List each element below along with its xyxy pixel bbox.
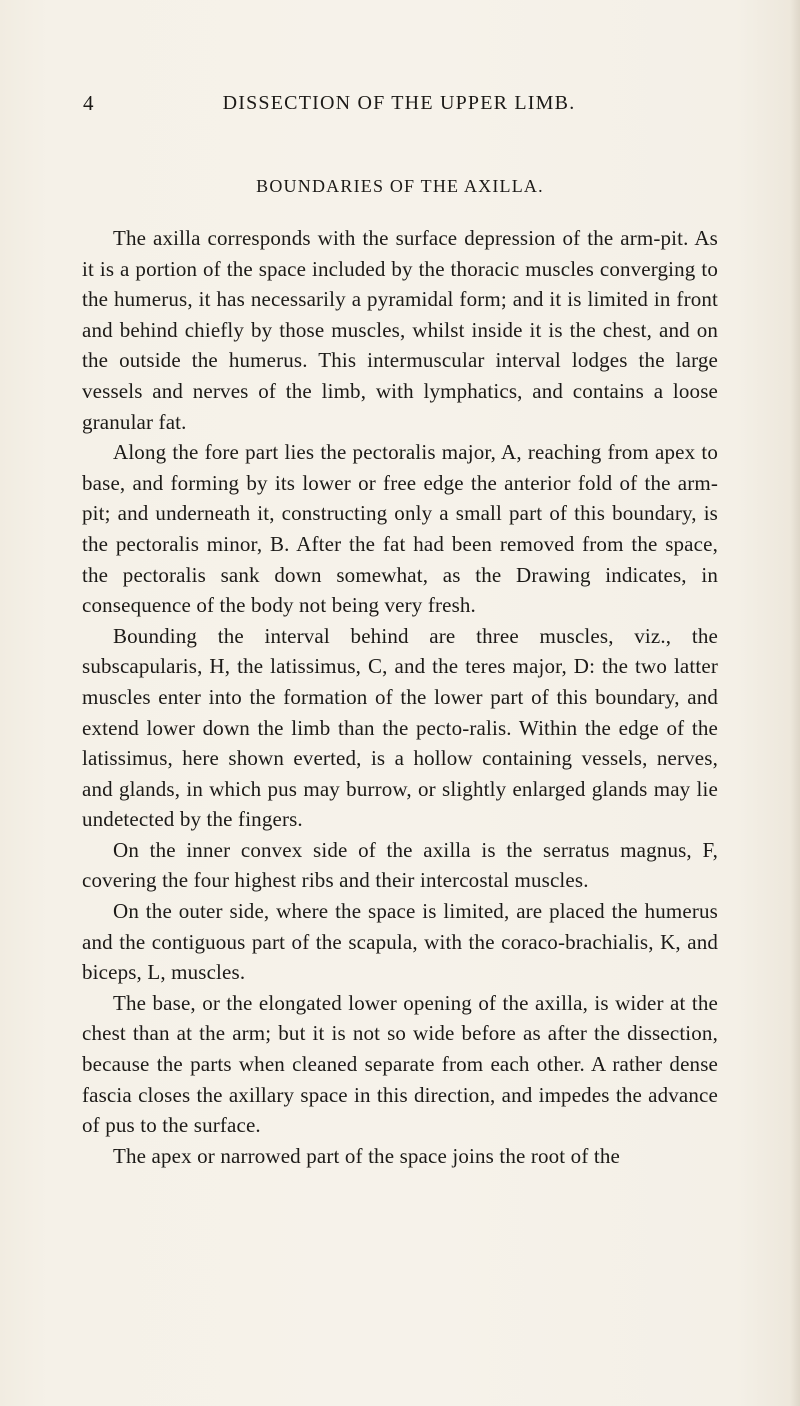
section-title: BOUNDARIES OF THE AXILLA. — [256, 176, 544, 196]
running-title: DISSECTION OF THE UPPER LIMB. — [222, 92, 576, 114]
running-head — [83, 88, 715, 118]
paragraph: The apex or narrowed part of the space joins the root of the — [113, 1143, 620, 1168]
paragraph: Bounding the interval behind are three muscles, viz., the subscapularis, H, the latissimus, C, and the teres major, D: the two latter muscles enter into the formation of the lower part of this boundary, and extend lower down the limb than the pecto-ralis. Within the edge of the latissimus, here shown everted, is a hollow containing vessels, nerves, and glands, in which pus may burrow, or slightly enlarged glands may lie undetected by the fingers. — [82, 623, 718, 832]
page-number: 4 — [83, 91, 94, 115]
paragraph: On the inner convex side of the axilla is the serratus magnus, F, covering the four highest ribs and their intercostal muscles. — [82, 837, 718, 893]
page-edge-shadow — [790, 0, 800, 1406]
paragraph: On the outer side, where the space is limited, are placed the humerus and the contiguous part of the scapula, with the coraco-brachialis, K, and biceps, L, muscles. — [82, 899, 718, 985]
paragraph: The base, or the elongated lower opening of the axilla, is wider at the chest than at the arm; but it is not so wide before as after the dissection, because the parts when cleaned separate from each other. A rather dense fascia closes the axillary space in this direction, and impedes the advance of pus to the surface. — [82, 990, 718, 1138]
paragraph: Along the fore part lies the pectoralis major, A, reaching from apex to base, and forming by its lower or free edge the anterior fold of the arm-pit; and underneath it, constructing only a small part of this boundary, is the pectoralis minor, B. After the fat had been removed from the space, the pectoralis sank down somewhat, as the Drawing indicates, in consequence of the body not being very fresh. — [82, 440, 718, 618]
paragraph: The axilla corresponds with the surface depression of the arm-pit. As it is a portion of the space included by the thoracic muscles converging to the humerus, it has necessarily a pyramidal form; and it is limited in front and behind chiefly by those muscles, whilst inside it is the chest, and on the outside the humerus. This intermuscular interval lodges the large vessels and nerves of the limb, with lymphatics, and contains a loose granular fat. — [82, 226, 718, 434]
body-text — [82, 223, 718, 1171]
